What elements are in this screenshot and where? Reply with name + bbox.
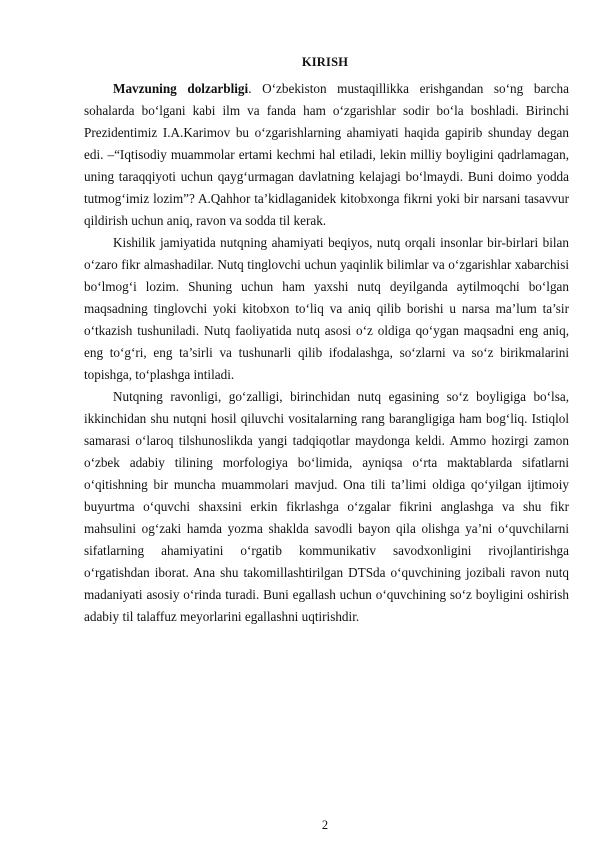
paragraph-3 xyxy=(84,386,569,628)
section-title: KIRISH xyxy=(301,55,349,69)
paragraph-text: Nutqning ravonligi, go‘zalligi, birinchidan nutq egasining so‘z boyligiga bo‘lsa, ikkinchidan shu nutqni hosil qiluvchi vositalarning rang barangligiga ham bog‘liq. Istiqlol samarasi o‘laroq tilshunoslikda yangi tadqiqotlar maydonga keldi. Ammo hozirgi zamon o‘zbek adabiy tilining morfologiya bo‘limida, ayniqsa o‘rta maktablarda sifatlarni o‘qitishning bir muncha muammolari mavjud. Ona tili ta’limi oldiga qo‘yilgan ijtimoiy buyurtma o‘quvchi shaxsini erkin fikrlashga o‘zgalar fikrini anglashga va shu fikr mahsulini og‘zaki hamda yozma shaklda savodli bayon qila olishga ya’ni o‘quvchilarni sifatlarning ahamiyatini o‘rgatib kommunikativ savodxonligini rivojlantirishga o‘rgatishdan iborat. Ana shu takomillashtirilgan DTSda o‘quvchining jozibali ravon nutq madaniyati asosiy o‘rinda turadi. Buni egallash uchun o‘quvchining so‘z boyligini oshirish adabiy til talaffuz meyorlarini egallashni uqtirishdir. xyxy=(84,389,569,624)
paragraph-1 xyxy=(84,78,569,232)
paragraph-lead: Mavzuning dolzarbligi xyxy=(113,81,249,96)
paragraph-2 xyxy=(84,232,569,386)
paragraph-text: Kishilik jamiyatida nutqning ahamiyati beqiyos, nutq orqali insonlar bir-birlari bilan o‘zaro fikr almashadilar. Nutq tinglovchi uchun yaqinlik bilimlar va o‘zgarishlar xabarchisi bo‘lmog‘i lozim. Shuning uchun ham yaxshi nutq deyilganda aytilmoqchi bo‘lgan maqsadning tinglovchi yoki kitobxon to‘liq va aniq qilib borishi u narsa ma’lum ta’sir o‘tkazish tushuniladi. Nutq faoliyatida nutq asosi o‘z oldiga qo‘ygan maqsadni eng aniq, eng to‘g‘ri, eng ta’sirli va tushunarli qilib ifodalashga, so‘zlarni va so‘z birikmalarini topishga, to‘plashga intiladi. xyxy=(84,235,569,382)
paragraph-text: . O‘zbekiston mustaqillikka erishgandan so‘ng barcha sohalarda bo‘lgani kabi ilm va fanda ham o‘zgarishlar sodir bo‘la boshladi. Birinchi Prezidentimiz I.A.Karimov bu o‘zgarishlarning ahamiyati haqida gapirib shunday degan edi. –“Iqtisodiy muammolar ertami kechmi hal etiladi, lekin milliy boyligini qadrlamagan, uning taraqqiyoti uchun qayg‘urmagan davlatning kelajagi bo‘lmaydi. Buni doimo yodda tutmog‘imiz lozim”? A.Qahhor ta’kidlaganidek kitobxonga fikrni yoki bir narsani tasavvur qildirish uchun aniq, ravon va sodda til kerak. xyxy=(84,81,569,228)
body-text xyxy=(84,78,569,628)
page-number: 2 xyxy=(321,818,329,832)
